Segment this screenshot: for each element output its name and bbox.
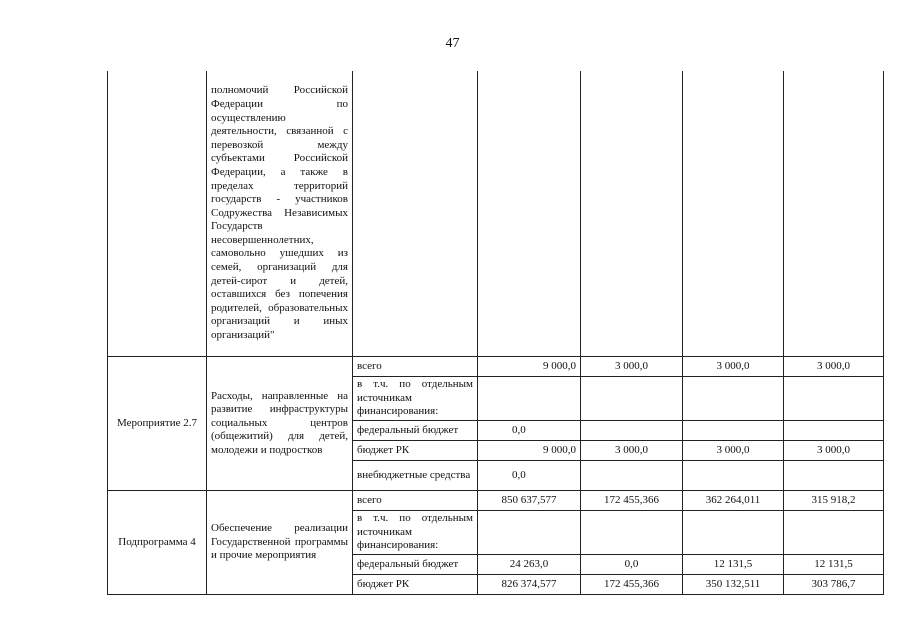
value-cell: 3 000,0: [581, 441, 683, 461]
value-cell: 303 786,7: [784, 575, 884, 595]
value-cell: [784, 71, 884, 357]
value-cell: 9 000,0: [478, 357, 581, 377]
value-cell: [478, 71, 581, 357]
value-cell: [683, 421, 784, 441]
source-cell: бюджет РК: [353, 575, 478, 595]
source-cell: всего: [353, 357, 478, 377]
budget-table: [107, 71, 884, 595]
source-cell: всего: [353, 491, 478, 511]
value-cell: 172 455,366: [581, 491, 683, 511]
value-cell: 3 000,0: [581, 357, 683, 377]
value-cell: [581, 511, 683, 555]
value-cell: 12 131,5: [784, 555, 884, 575]
source-cell: [353, 71, 478, 357]
value-cell: 12 131,5: [683, 555, 784, 575]
value-cell: [683, 461, 784, 491]
value-cell: 3 000,0: [784, 441, 884, 461]
value-cell: 362 264,011: [683, 491, 784, 511]
value-cell: [784, 461, 884, 491]
value-cell: 3 000,0: [784, 357, 884, 377]
value-cell: 826 374,577: [478, 575, 581, 595]
value-cell: 172 455,366: [581, 575, 683, 595]
value-cell: [784, 377, 884, 421]
source-cell: внебюджетные средства: [353, 461, 478, 491]
page-number: 47: [445, 36, 460, 51]
value-cell: [784, 511, 884, 555]
value-cell: [683, 511, 784, 555]
value-cell: 850 637,577: [478, 491, 581, 511]
value-cell: 0,0: [581, 555, 683, 575]
value-cell: [683, 377, 784, 421]
source-cell: в т.ч. по отдельным источникам финансирования:: [353, 511, 478, 555]
section-label: Подпрограмма 4: [108, 491, 207, 595]
value-cell: 0,0: [478, 421, 581, 441]
description-cell: полномочий Российской Федерации по осуществлению деятельности, связанной с перевозкой между субъектами Российской Федерации, а также в пределах территорий государств - участников Содружества Независимых Государств несовершеннолетних, самовольно ушедших из семей, организаций для детей-сирот и детей, оставшихся без попечения родителей, образовательных организаций и иных организаций": [207, 71, 353, 357]
value-cell: [581, 461, 683, 491]
value-cell: 3 000,0: [683, 357, 784, 377]
table-row: [108, 491, 884, 511]
value-cell: 3 000,0: [683, 441, 784, 461]
value-cell: [478, 511, 581, 555]
value-cell: [581, 421, 683, 441]
section-description: Расходы, направленные на развитие инфраструктуры социальных центров (общежитий) для детей, молодежи и подростков: [207, 357, 353, 491]
value-cell: 9 000,0: [478, 441, 581, 461]
value-cell: 350 132,511: [683, 575, 784, 595]
source-cell: в т.ч. по отдельным источникам финансирования:: [353, 377, 478, 421]
value-cell: [478, 377, 581, 421]
source-cell: федеральный бюджет: [353, 555, 478, 575]
value-cell: [581, 71, 683, 357]
source-cell: федеральный бюджет: [353, 421, 478, 441]
table-row-continuation: [108, 71, 884, 357]
table-row: [108, 357, 884, 377]
source-cell: бюджет РК: [353, 441, 478, 461]
value-cell: [683, 71, 784, 357]
value-cell: [784, 421, 884, 441]
value-cell: 0,0: [478, 461, 581, 491]
value-cell: 24 263,0: [478, 555, 581, 575]
value-cell: [581, 377, 683, 421]
section-label: Мероприятие 2.7: [108, 357, 207, 491]
section-description: Обеспечение реализации Государственной программы и прочие мероприятия: [207, 491, 353, 595]
label-cell: [108, 71, 207, 357]
value-cell: 315 918,2: [784, 491, 884, 511]
